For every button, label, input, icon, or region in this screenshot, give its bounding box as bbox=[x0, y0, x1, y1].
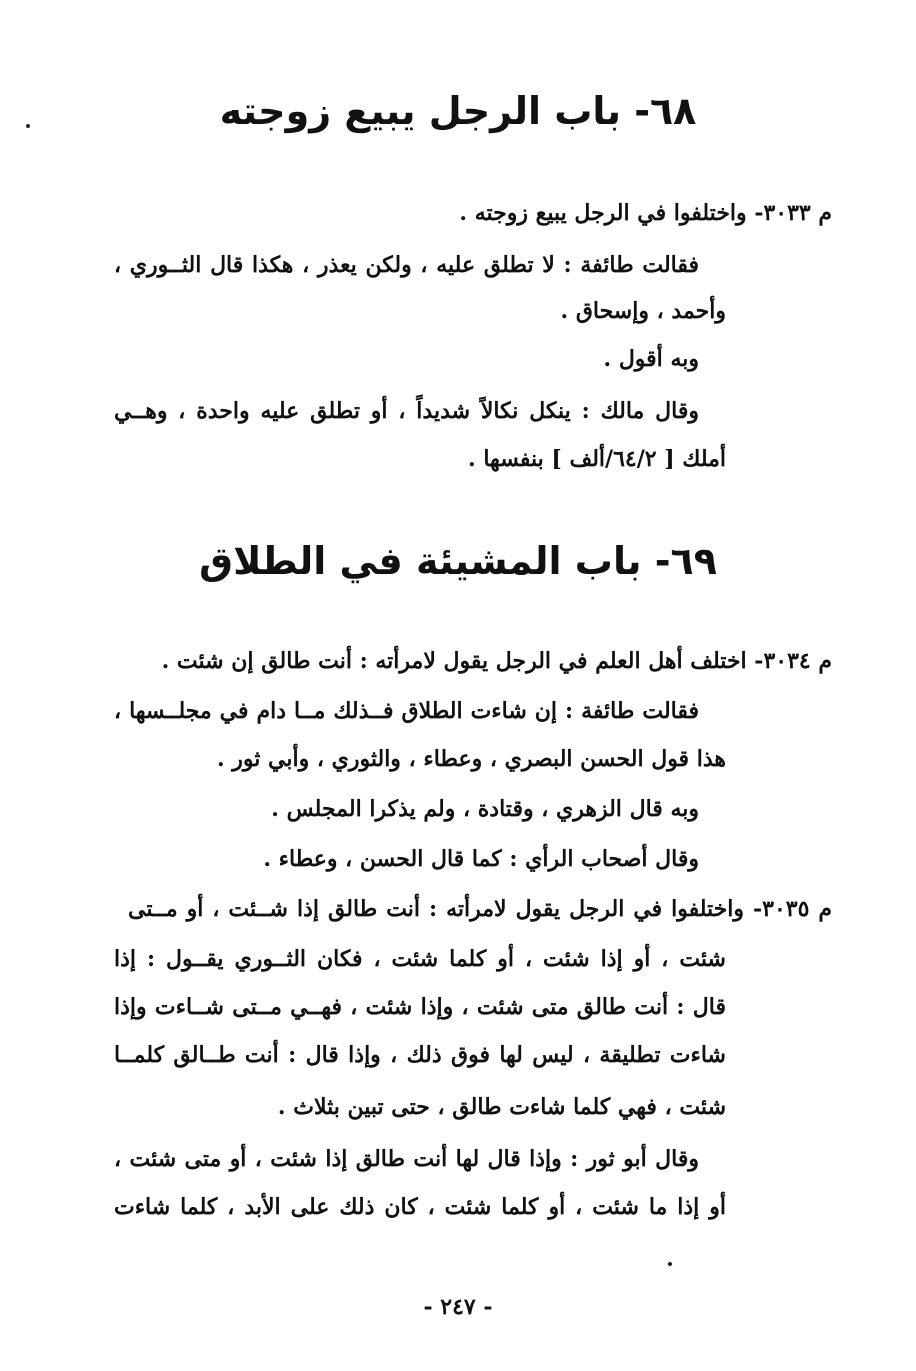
paragraph-line: وقال مالك : ينكل نكالاً شديداً ، أو تطلق عليه واحدة ، وهــي bbox=[114, 398, 699, 424]
paragraph-line: قال : أنت طالق متى شئت ، وإذا شئت ، فهــي مــتى شــاءت وإذا bbox=[114, 994, 726, 1020]
paragraph-line: أملك [ ٦٤/٢/ألف ] بنفسها . bbox=[468, 446, 726, 472]
paragraph-line: وبه قال الزهري ، وقتادة ، ولم يذكرا المجلس . bbox=[271, 796, 699, 822]
chapter-69-title: ٦٩- باب المشيئة في الطلاق bbox=[199, 539, 717, 583]
paragraph-line: وأحمد ، وإسحاق . bbox=[560, 298, 726, 324]
paragraph-line: م ٣٠٣٣- واختلفوا في الرجل يبيع زوجته . bbox=[459, 200, 832, 226]
paragraph-line: وقال أصحاب الرأي : كما قال الحسن ، وعطاء . bbox=[263, 846, 699, 872]
chapter-68-title: ٦٨- باب الرجل يبيع زوجته bbox=[219, 89, 697, 133]
paragraph-line: وبه أقول . bbox=[603, 346, 699, 372]
page-number: - ٢٤٧ - bbox=[423, 1294, 493, 1320]
scan-dot-mark bbox=[668, 1262, 672, 1266]
paragraph-line: فقالت طائفة : إن شاءت الطلاق فــذلك مــا دام في مجلــسها ، bbox=[114, 698, 699, 724]
paragraph-line: شاءت تطليقة ، ليس لها فوق ذلك ، وإذا قال : أنت طــالق كلمــا bbox=[114, 1042, 726, 1068]
paragraph-line: وقال أبو ثور : وإذا قال لها أنت طالق إذا شئت ، أو متى شئت ، bbox=[114, 1146, 699, 1172]
paragraph-line: شئت ، فهي كلما شاءت طالق ، حتى تبين بثلاث . bbox=[277, 1094, 726, 1120]
paragraph-line: فقالت طائفة : لا تطلق عليه ، ولكن يعذر ، هكذا قال الثــوري ، bbox=[114, 252, 699, 278]
paragraph-line: م ٣٠٣٥- واختلفوا في الرجل يقول لامرأته : أنت طالق إذا شــئت ، أو مــتى bbox=[128, 896, 833, 922]
paragraph-line: شئت ، أو إذا شئت ، أو كلما شئت ، فكان الثــوري يقــول : إذا bbox=[114, 946, 726, 972]
paragraph-line: هذا قول الحسن البصري ، وعطاء ، والثوري ، وأبي ثور . bbox=[216, 746, 726, 772]
paragraph-line: م ٣٠٣٤- اختلف أهل العلم في الرجل يقول لامرأته : أنت طالق إن شئت . bbox=[161, 648, 832, 674]
paragraph-line: أو إذا ما شئت ، أو كلما شئت ، كان ذلك على الأبد ، كلما شاءت bbox=[114, 1194, 726, 1220]
